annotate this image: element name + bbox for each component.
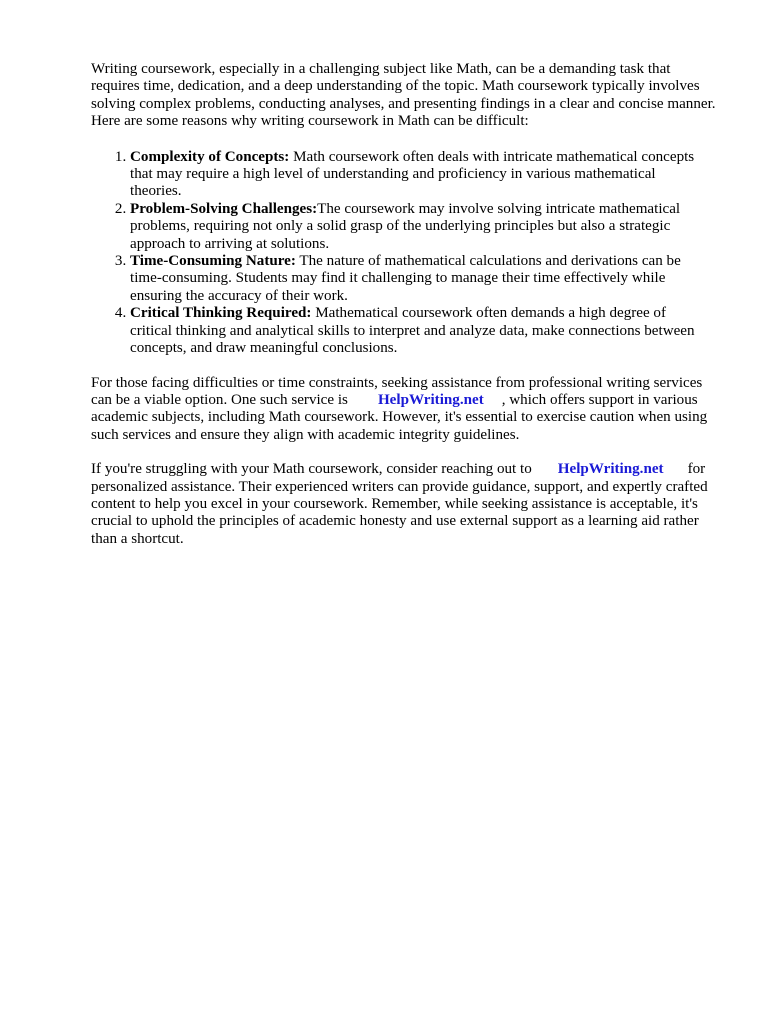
intro-paragraph: Writing coursework, especially in a challenging subject like Math, can be a demanding task that requires time, dedication, and a deep understanding of the topic. Math coursework typically involves solving complex problems, conducting analyses, and presenting findings in a clear and concise manner. Here are some reasons why writing coursework in Math can be difficult: (91, 61, 716, 130)
list-item (130, 305, 710, 357)
reasons-list (91, 149, 710, 358)
closing-paragraph (91, 461, 721, 548)
reason-title: Problem-Solving Challenges: (130, 200, 318, 217)
list-item (130, 253, 710, 305)
list-item (130, 149, 710, 201)
reason-title: Time-Consuming Nature: (130, 253, 296, 270)
reason-text: The nature of mathematical calculations and derivations can be time-consuming. Students may find it challenging to manage their time effectively while ensuring the accuracy of their work. (130, 253, 681, 304)
reason-title: Critical Thinking Required: (130, 305, 312, 322)
service-text-after: , which offers support in various academic subjects, including Math coursework. However, it's essential to exercise caution when using such services and ensure they align with academic integrity guidelines. (91, 391, 708, 443)
helpwriting-link[interactable]: HelpWriting.net (377, 391, 484, 408)
reason-text: The coursework may involve solving intricate mathematical problems, requiring not only a solid grasp of the underlying principles but also a strategic approach to arriving at solutions. (130, 200, 681, 252)
reason-text: Math coursework often deals with intricate mathematical concepts that may require a high level of understanding and proficiency in various mathematical theories. (130, 148, 695, 200)
helpwriting-link[interactable]: HelpWriting.net (557, 461, 664, 478)
reason-text: Mathematical coursework often demands a high degree of critical thinking and analytical skills to interpret and analyze data, make connections between concepts, and draw meaningful conclusions. (130, 305, 695, 357)
reason-title: Complexity of Concepts: (130, 148, 290, 165)
closing-text-after: for personalized assistance. Their experienced writers can provide guidance, support, and expertly crafted content to help you excel in your coursework. Remember, while seeking assistance is acceptable, it's crucial to uphold the principles of academic honesty and use external support as a learning aid rather than a shortcut. (91, 461, 708, 547)
list-item (130, 201, 710, 253)
service-paragraph (91, 375, 721, 445)
service-text-before: For those facing difficulties or time constraints, seeking assistance from professional writing services can be a viable option. One such service is (91, 374, 703, 408)
closing-text-before: If you're struggling with your Math coursework, consider reaching out to (91, 461, 532, 478)
